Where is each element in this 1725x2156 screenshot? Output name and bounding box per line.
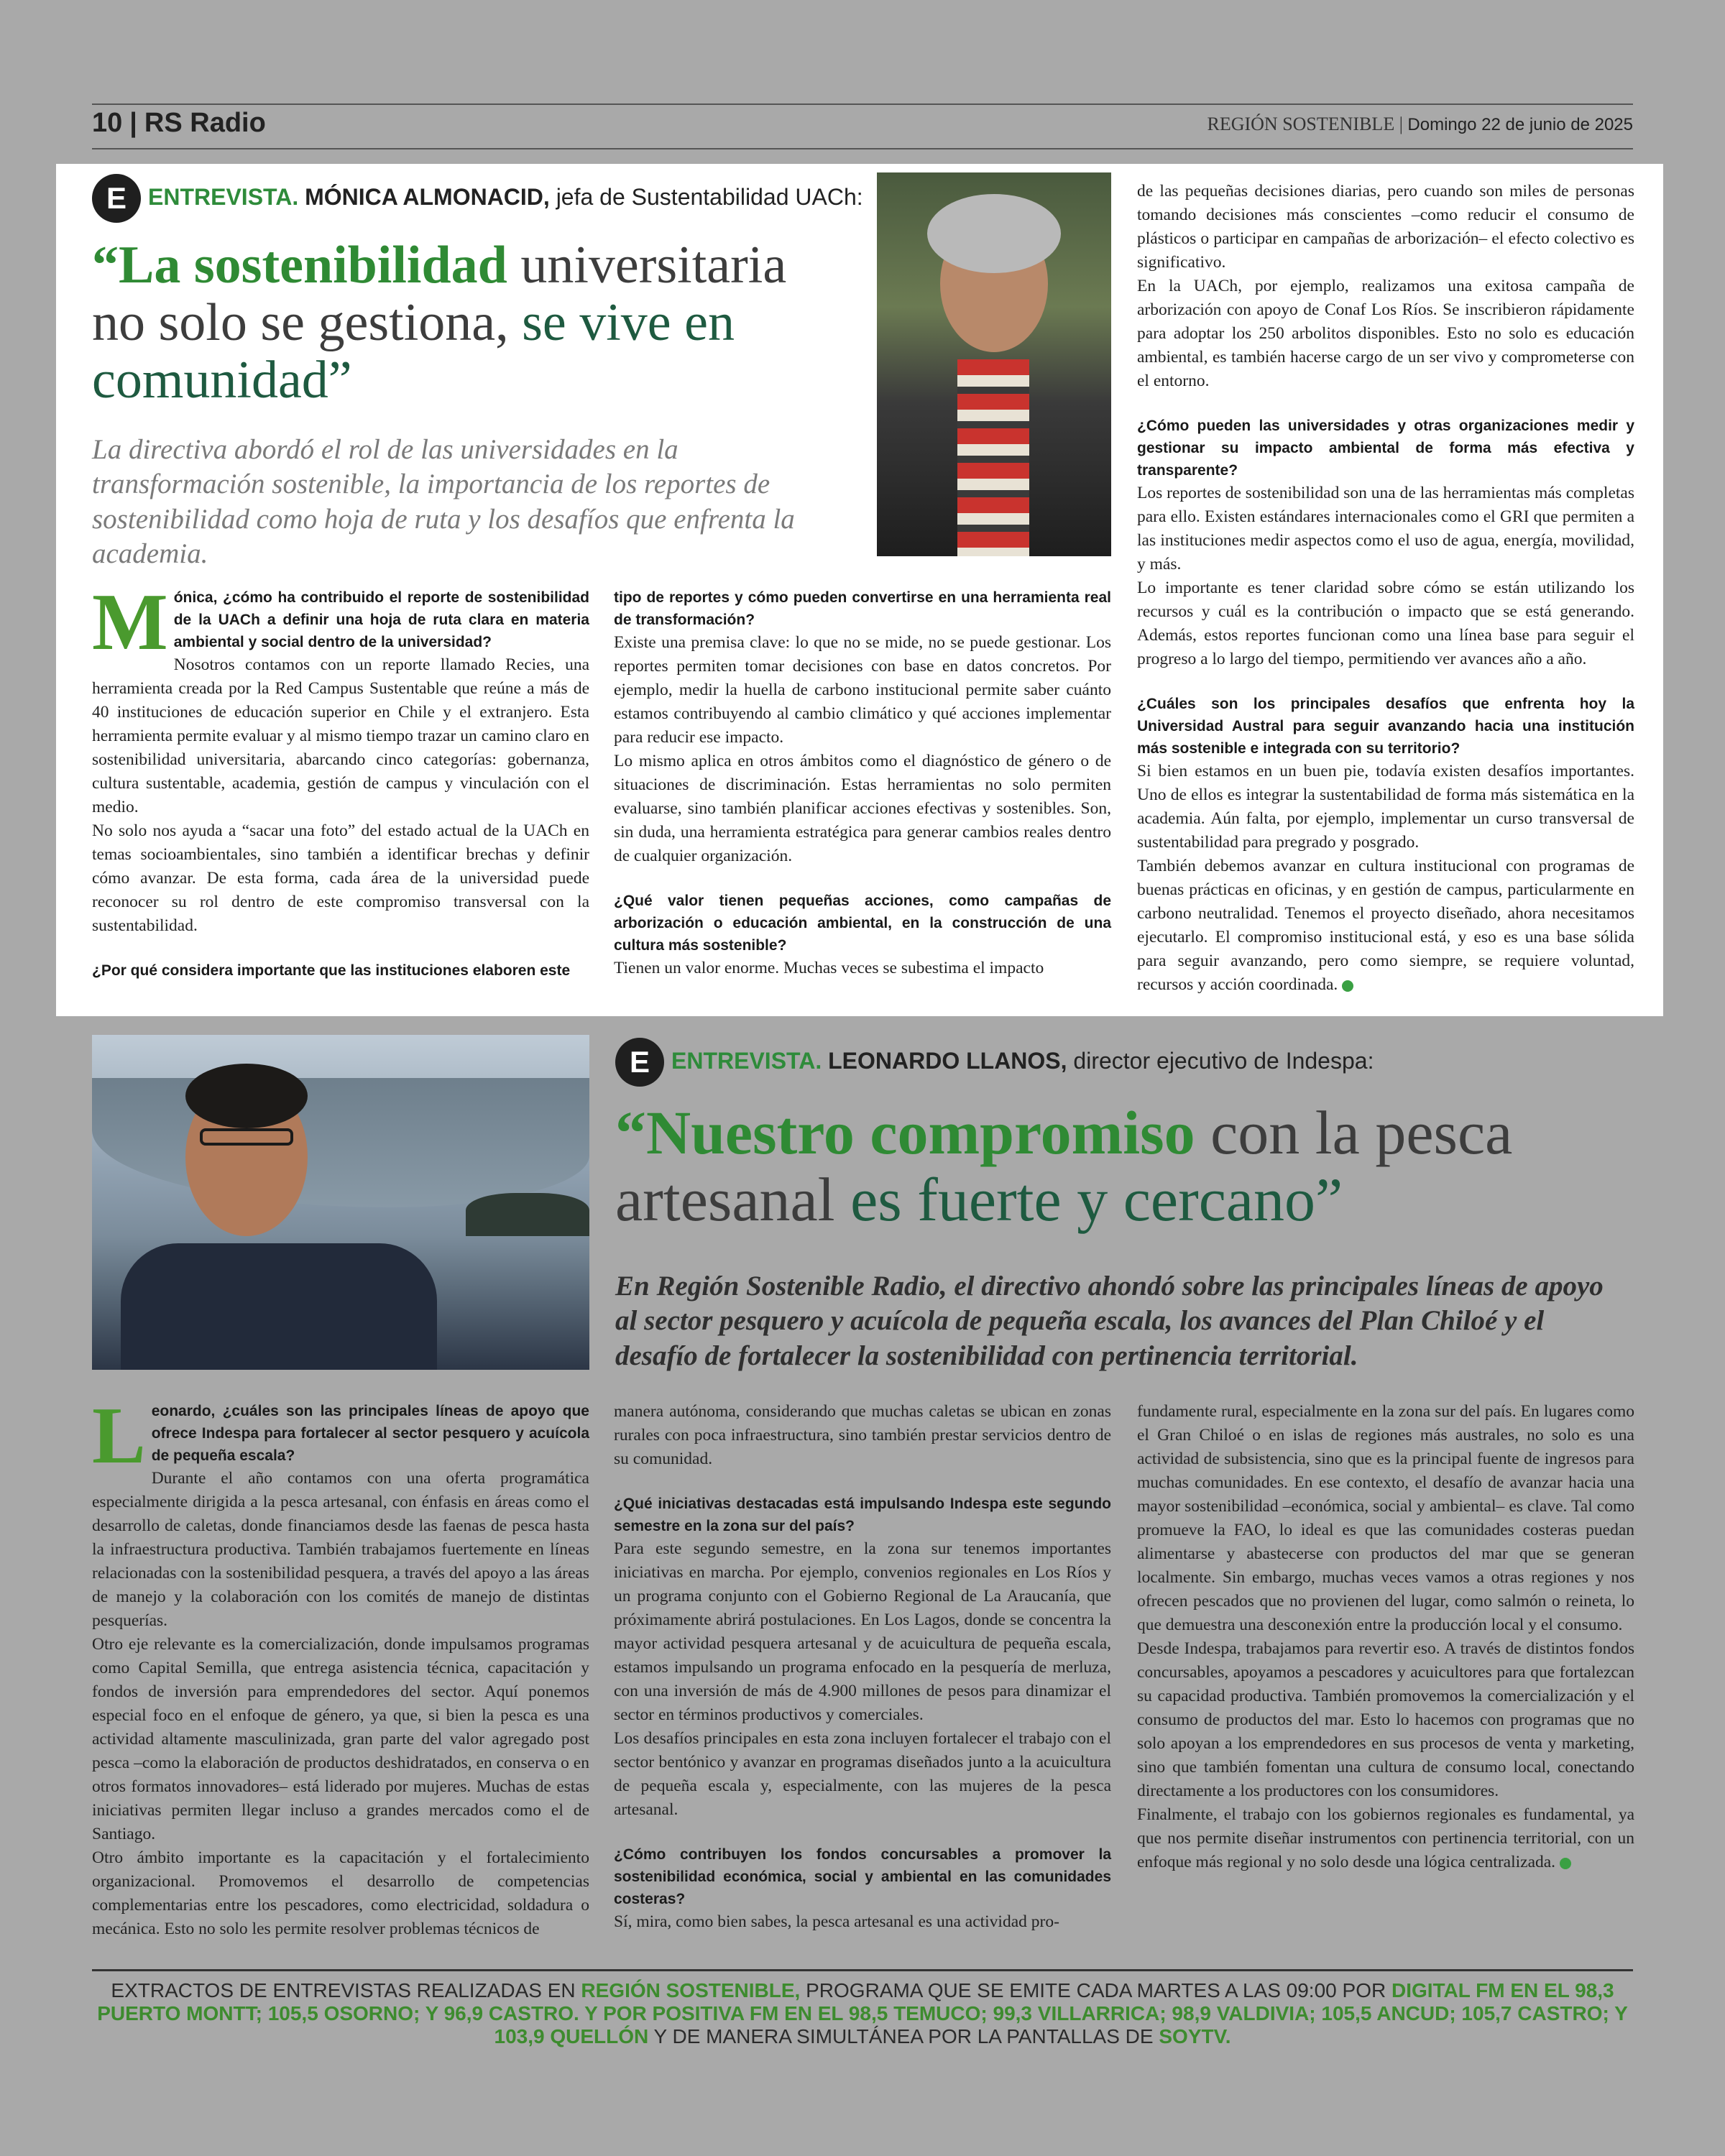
- kicker-name: LEONARDO LLANOS,: [828, 1048, 1067, 1074]
- header-separator: |: [129, 108, 137, 138]
- paragraph: Otro eje relevante es la comercialización, donde impulsamos programas como Capital Semilla, que entrega asistencia técnica, capacitación y fondos de inversión para emprendedores del sector. Aquí ponemos especial foco en el enfoque de género, ya que, si bien la pesca es una actividad altamente masculinizada, gran parte del valor agregado post pesca –como la elaboración de productos deshidratados, en conserva o en otros formatos innovadores– está liderado por mujeres. Muchas de estas iniciativas permiten llegar incluso a grandes mercados como el de Santiago.: [92, 1635, 589, 1843]
- footer-text: EXTRACTOS DE ENTREVISTAS REALIZADAS EN: [111, 1979, 576, 2001]
- headline-bold: “Nuestro compromiso: [615, 1098, 1195, 1167]
- article-2-badge: E: [615, 1038, 664, 1087]
- article-2-column-3: [1137, 1400, 1634, 1874]
- article-1-column-3: [1137, 180, 1634, 997]
- paragraph: Lo mismo aplica en otros ámbitos como el diagnóstico de género o de situaciones de discriminación. Estas herramientas no solo permiten evaluarse, sino también planificar acciones efectivas y sostenibles. Son, sin duda, una herramienta estratégica para generar cambios reales dentro de cualquier organización.: [614, 752, 1111, 865]
- article-1-deck: La directiva abordó el rol de las universidades en la transformación sostenible, la importancia de los reportes de sostenibilidad como hoja de ruta y los desafíos que enfrenta la academia.: [92, 434, 795, 570]
- article-1-kicker: [148, 184, 863, 211]
- article-2-deck: En Región Sostenible Radio, el directivo ahondó sobre las principales líneas de apoyo al sector pesquero y acuícola de pequeña escala, los avances del Plan Chiloé y el desafío de fortalecer la sostenibilidad con pertinencia territorial.: [615, 1271, 1604, 1371]
- drop-cap: M: [92, 578, 168, 667]
- paragraph: Los desafíos principales en esta zona incluyen fortalecer el trabajo con el sector bentónico y avanzar en programas diseñados junto a la acuicultura de pequeña escala y, especialmente, con las mujeres de la pesca artesanal.: [614, 1729, 1111, 1819]
- footer-highlight: DIGITAL FM EN EL 98,3 PUERTO MONTT; 105,5 OSORNO; Y 96,9 CASTRO. Y POR POSITIVA FM EN EL 98,5 TEMUCO; 99,3 VILLARRICA; 98,9 VALDIVIA; 105,5 ANCUD; 105,7 CASTRO; Y 103,9 QUELLÓN: [97, 1979, 1628, 2047]
- footer-text: Y DE MANERA SIMULTÁNEA POR LA PANTALLAS DE: [653, 2025, 1154, 2047]
- page-number: 10: [92, 108, 123, 138]
- headline-part: comunidad”: [92, 350, 352, 410]
- page-header-right: REGIÓN SOSTENIBLE | Domingo 22 de junio de 2025: [1207, 114, 1633, 134]
- paragraph: fundamente rural, especialmente en la zona sur del país. En lugares como el Gran Chiloé o en islas de regiones más australes, no solo es una actividad de subsistencia, sino que es la principal fuente de ingresos para muchas comunidades. En ese contexto, el desafío de avanzar hacia una mayor sostenibilidad –económica, social y ambiental– es clave. Tal como promueve la FAO, lo ideal es que las comunidades costeras puedan alimentarse y abastecerse con productos del mar que se generan localmente. Sin embargo, muchas veces vamos a otras regiones y nos ofrecen pescados que no provienen del lugar, como salmón o reineta, lo que demuestra una desconexión entre la producción local y el consumo.: [1137, 1402, 1634, 1634]
- section-name: RS Radio: [144, 108, 266, 138]
- article-1-column-1: [92, 578, 589, 982]
- headline-part: universitaria: [520, 236, 787, 295]
- paragraph: Durante el año contamos con una oferta programática especialmente dirigida a la pesca artesanal, con énfasis en áreas como el desarrollo de caletas, donde financiamos desde las faenas de pesca hasta la infraestructura productiva. También trabajamos fuertemente en líneas relacionadas con la sostenibilidad pesquera, a través del apoyo a las áreas de manejo y la colaboración con los comités de manejo de distintas pesquerías.: [92, 1469, 589, 1630]
- publication-name: REGIÓN SOSTENIBLE: [1207, 114, 1395, 134]
- question: ¿Qué iniciativas destacadas está impulsando Indespa este segundo semestre en la zona sur del país?: [614, 1496, 1111, 1534]
- footer-text: PROGRAMA QUE SE EMITE CADA MARTES A LAS 09:00 POR: [806, 1979, 1386, 2001]
- portrait-glasses: [200, 1128, 293, 1146]
- paragraph: Sí, mira, como bien sabes, la pesca artesanal es una actividad pro-: [614, 1912, 1059, 1931]
- paragraph: Para este segundo semestre, en la zona sur tenemos importantes iniciativas en marcha. Por ejemplo, convenios regionales en Los Ríos y un programa conjunto con el Gobierno Regional de La Araucanía, que próximamente abrirá postulaciones. En Los Lagos, donde se concentra la mayor actividad pesquera artesanal y de acuicultura de pequeña escala, estamos impulsando un programa enfocado en la pesquería de merluza, con una inversión de más de 4.900 millones de pesos para dinamizar el sector en términos productivos y comerciales.: [614, 1539, 1111, 1724]
- question: tipo de reportes y cómo pueden convertirse en una herramienta real de transformación?: [614, 589, 1111, 628]
- headline-part: es fuerte y cercano”: [850, 1164, 1343, 1234]
- paragraph: de las pequeñas decisiones diarias, pero cuando son miles de personas tomando decisiones más conscientes –como reducir el consumo de plásticos o participar en campañas de arborización– el efecto colectivo es significativo.: [1137, 182, 1634, 272]
- paragraph: Desde Indespa, trabajamos para revertir eso. A través de distintos fondos concursables, apoyamos a pescadores y acuicultores para que fortalezcan su capacidad productiva. También promovemos la comercialización y el consumo de productos del mar. Esto lo hacemos con programas que no solo apoyan a los emprendedores en sus procesos de venta y marketing, sino que también fomentan una cultura de consumo local, conectando directamente a los productores con los consumidores.: [1137, 1639, 1634, 1800]
- headline-bold: “La sostenibilidad: [92, 236, 507, 295]
- paragraph: En la UACh, por ejemplo, realizamos una exitosa campaña de arborización con apoyo de Conaf Los Ríos. Se inscribieron rápidamente para adoptar los 250 arbolitos disponibles. Esto no solo es educación ambiental, es también hacerse cargo de un ser vivo y comprometerse con el entorno.: [1137, 277, 1634, 390]
- header-bottom-rule: [92, 148, 1633, 149]
- end-mark-icon: [1560, 1858, 1571, 1869]
- paragraph: Lo importante es tener claridad sobre cómo se están utilizando los recursos y cuál es la contribución o impacto que se está generando. Además, estos reportes funcionan como una línea base para seguir el progreso a lo largo del tiempo, permitiendo ver avances año a año.: [1137, 579, 1634, 668]
- photo-hills: [92, 1078, 589, 1207]
- drop-cap: L: [92, 1391, 146, 1480]
- paragraph: No solo nos ayuda a “sacar una foto” del estado actual de la UACh en temas socioambientales, sino también a identificar brechas y definir cómo avanzar. De esta forma, cada área de la universidad puede reconocer su rol dentro de este compromiso transversal con la sustentabilidad.: [92, 821, 589, 935]
- paragraph: [1137, 1803, 1634, 1874]
- portrait-jacket: [121, 1243, 437, 1370]
- paragraph: Nosotros contamos con un reporte llamado Recies, una herramienta creada por la Red Campus Sustentable que reúne a más de 40 instituciones de educación superior en Chile y el extranjero. Esta herramienta permite evaluar y al mismo tiempo trazar un camino claro en sostenibilidad universitaria, abarcando cinco categorías: gobernanza, cultura sustentable, academia, gestión de campus y vinculación con el medio.: [92, 655, 589, 816]
- paragraph: manera autónoma, considerando que muchas caletas se ubican en zonas rurales con poca infraestructura, sino también prestar servicios dentro de su comunidad.: [614, 1402, 1111, 1468]
- headline-part: se vive en: [522, 292, 735, 352]
- portrait-hair: [927, 194, 1061, 273]
- footer-highlight: REGIÓN SOSTENIBLE,: [581, 1979, 801, 2001]
- article-2-column-2: [614, 1400, 1111, 1934]
- footer-highlight: SOYTV.: [1159, 2025, 1231, 2047]
- paragraph: Los reportes de sostenibilidad son una de las herramientas más completas para ello. Existen estándares internacionales como el GRI que permiten a las instituciones medir aspectos como el uso de agua, energía, movilidad, y más.: [1137, 484, 1634, 573]
- question: ¿Cuáles son los principales desafíos que enfrenta hoy la Universidad Austral para seguir avanzando hacia una institución más sostenible e integrada con su territorio?: [1137, 696, 1634, 757]
- article-1-headline: [92, 237, 868, 410]
- kicker-role: director ejecutivo de Indespa:: [1073, 1048, 1374, 1074]
- kicker-tag: ENTREVISTA.: [671, 1048, 822, 1074]
- question: ¿Cómo pueden las universidades y otras organizaciones medir y gestionar su impacto ambiental de forma más efectiva y transparente?: [1137, 418, 1634, 479]
- portrait-hair: [185, 1064, 308, 1128]
- kicker-role: jefa de Sustentabilidad UACh:: [556, 184, 863, 210]
- end-mark-icon: [1342, 980, 1353, 992]
- paragraph: [1137, 854, 1634, 997]
- kicker-name: MÓNICA ALMONACID,: [305, 184, 550, 210]
- question: eonardo, ¿cuáles son las principales líneas de apoyo que ofrece Indespa para fortalecer al sector pesquero y acuícola de pequeña escala?: [151, 1403, 589, 1464]
- footer-rule: [92, 1969, 1633, 1971]
- article-1-column-2: [614, 586, 1111, 980]
- photo-rock: [466, 1193, 589, 1236]
- broadcast-footer: [92, 1979, 1633, 2048]
- question: ónica, ¿cómo ha contribuido el reporte de sostenibilidad de la UACh a definir una hoja de ruta clara en materia ambiental y social dentro de la universidad?: [173, 589, 589, 650]
- headline-part: no solo se gestiona,: [92, 292, 509, 352]
- article-2-headline: [615, 1100, 1636, 1233]
- article-1-badge: E: [92, 174, 141, 223]
- article-2-column-1: [92, 1391, 589, 1941]
- portrait-sweater: [957, 359, 1029, 556]
- paragraph: Existe una premisa clave: lo que no se mide, no se puede gestionar. Los reportes permiten tomar decisiones con base en datos concretos. Por ejemplo, medir la huella de carbono institucional permite saber cuánto estamos contribuyendo al cambio climático y qué acciones implementar para reducir ese impacto.: [614, 633, 1111, 747]
- paragraph: Si bien estamos en un buen pie, todavía existen desafíos importantes. Uno de ellos es integrar la sustentabilidad de forma más sistemática en la academia. Aún falta, por ejemplo, implementar un curso transversal de sustentabilidad para pregrado y posgrado.: [1137, 762, 1634, 852]
- question: ¿Por qué considera importante que las instituciones elaboren este: [92, 962, 571, 979]
- headline-part: con la pesca: [1210, 1098, 1513, 1167]
- header-top-rule: [92, 103, 1633, 105]
- question: ¿Qué valor tienen pequeñas acciones, como campañas de arborización o educación ambiental, en la construcción de una cultura más sostenible?: [614, 893, 1111, 954]
- article-1-portrait-photo: [877, 172, 1111, 556]
- paragraph: Otro ámbito importante es la capacitación y el fortalecimiento organizacional. Promovemos el desarrollo de competencias complementarias entre los pescadores, como electricidad, soldadura o mecánica. Esto no solo les permite resolver problemas técnicos de: [92, 1848, 589, 1938]
- kicker-tag: ENTREVISTA.: [148, 184, 299, 210]
- article-2-portrait-photo: [92, 1035, 589, 1370]
- headline-part: artesanal: [615, 1164, 835, 1234]
- paragraph: Tienen un valor enorme. Muchas veces se subestima el impacto: [614, 959, 1044, 977]
- article-2-kicker: [671, 1048, 1374, 1074]
- question: ¿Cómo contribuyen los fondos concursables a promover la sostenibilidad económica, social y ambiental en las comunidades costeras?: [614, 1846, 1111, 1907]
- publication-date: Domingo 22 de junio de 2025: [1407, 115, 1633, 134]
- paragraph-text: También debemos avanzar en cultura institucional con programas de buenas prácticas en oficinas, y en gestión de campus, particularmente en carbono neutralidad. Tenemos el proyecto diseñado, ahora necesitamos ejecutarlo. El compromiso institucional está, y eso es una base sólida para seguir avanzando, pero como siempre, se requiere voluntad, recursos y acción coordinada.: [1137, 857, 1634, 994]
- paragraph-text: Finalmente, el trabajo con los gobiernos regionales es fundamental, ya que nos permite diseñar instrumentos con pertinencia territorial, con un enfoque más regional y no solo desde una lógica centralizada.: [1137, 1805, 1634, 1871]
- page-header-left: [92, 108, 266, 139]
